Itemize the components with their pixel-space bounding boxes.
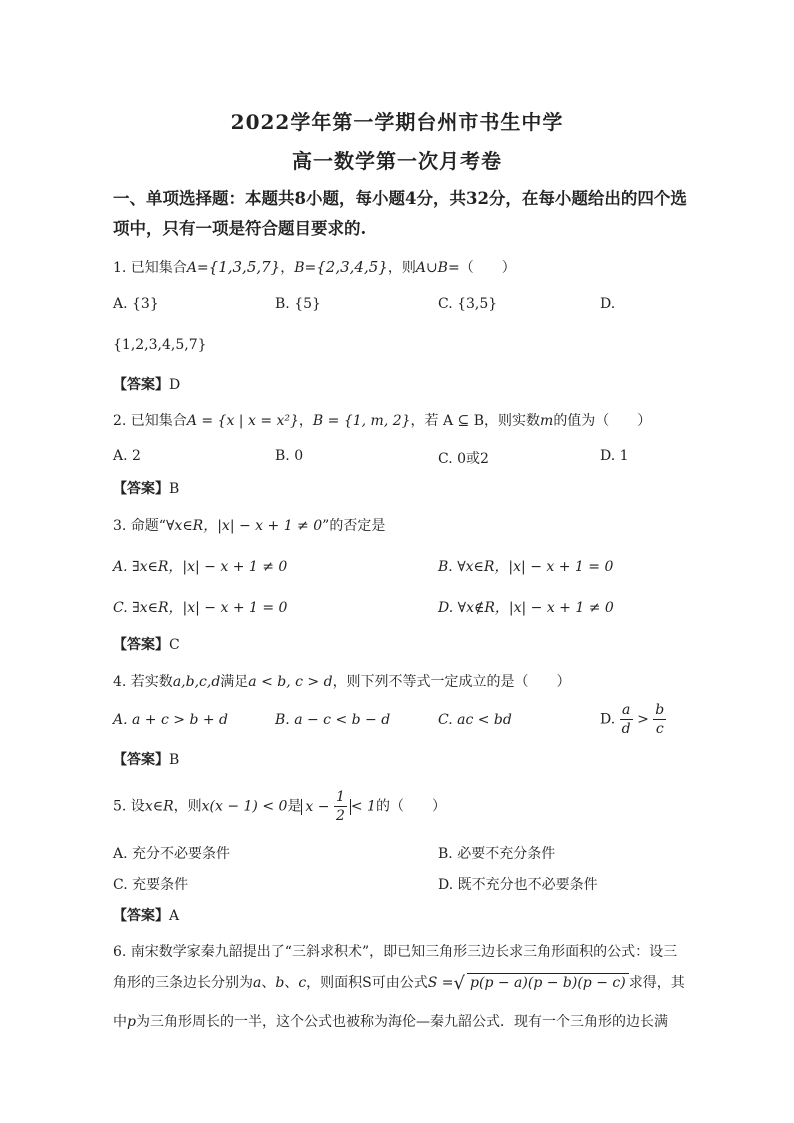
q4-mid: 满足 bbox=[220, 674, 249, 690]
q2-variable-m: m bbox=[540, 413, 554, 429]
q2-option-d: D. 1 bbox=[600, 448, 629, 464]
question-6-line1: 6. 南宋数学家秦九韶提出了“三斜求积术”，即已知三角形三边长求三角形面积的公式：设三 bbox=[113, 944, 678, 960]
q1-set-a-label: A= bbox=[186, 260, 209, 276]
q1-option-d: D. bbox=[600, 296, 616, 312]
question-4-stem bbox=[113, 671, 571, 691]
q6-dun-1: 、 bbox=[261, 975, 276, 991]
q5-answer-value: A bbox=[169, 908, 180, 924]
q5-option-a: A. 充分不必要条件 bbox=[113, 846, 231, 862]
q2-option-b: B. 0 bbox=[275, 448, 304, 464]
q1-prefix: 1. 已知集合 bbox=[113, 260, 187, 276]
q2-set-b: B = {1, m, 2} bbox=[312, 413, 411, 429]
square-root-icon: √ bbox=[453, 973, 466, 994]
q1-option-a: A. {3} bbox=[113, 296, 159, 312]
q2-set-a: A = {x | x = x²} bbox=[186, 413, 299, 429]
q5-absolute-value bbox=[301, 789, 350, 824]
q1-sep: ， bbox=[280, 260, 295, 276]
q4-option-d-label: D. bbox=[600, 711, 616, 728]
q2-prefix: 2. 已知集合 bbox=[113, 413, 187, 429]
q1-option-c: C. {3,5} bbox=[438, 296, 498, 312]
q1-option-d-continued: {1,2,3,4,5,7} bbox=[113, 337, 207, 353]
q6-side-b: b bbox=[275, 975, 285, 991]
section-heading-line1: 一、单项选择题：本题共8小题，每小题4分，共32分，在每小题给出的四个选 bbox=[113, 189, 687, 208]
question-5-stem bbox=[113, 790, 446, 823]
q5-prefix: 5. 设 bbox=[113, 798, 145, 815]
fraction-numerator: a bbox=[620, 703, 633, 720]
answer-label: 【答案】 bbox=[113, 377, 169, 393]
q4-tail: ，则下列不等式一定成立的是（ ） bbox=[332, 674, 571, 690]
q3-expression: ∀x∈R，|x| − x + 1 ≠ 0 bbox=[165, 518, 323, 534]
q5-option-d: D. 既不充分也不必要条件 bbox=[438, 877, 598, 893]
q3-option-d: D. ∀x∉R，|x| − x + 1 ≠ 0 bbox=[438, 600, 614, 616]
q6-line2-prefix: 角形的三条边长分别为 bbox=[113, 975, 253, 991]
fraction-denominator: d bbox=[621, 721, 631, 737]
question-3-stem bbox=[113, 515, 385, 535]
q5-domain: x∈R bbox=[144, 798, 174, 815]
question-6-line2 bbox=[113, 972, 685, 994]
q4-greater-than: > bbox=[637, 711, 649, 728]
q4-condition: a < b, c > d bbox=[248, 674, 333, 690]
q1-answer-value: D bbox=[169, 377, 181, 393]
q2-condition: ，若 A ⊆ B，则实数 bbox=[410, 413, 541, 429]
q6-s-equals: S = bbox=[427, 975, 454, 991]
q4-option-b: B. a − c < b − d bbox=[275, 712, 391, 728]
q1-option-b: B. {5} bbox=[275, 296, 321, 312]
q6-line3-suffix: 为三角形周长的一半，这个公式也被称为海伦—秦九韶公式．现有一个三角形的边长满 bbox=[135, 1014, 668, 1030]
answer-label: 【答案】 bbox=[113, 637, 169, 653]
q1-expression: A∪B bbox=[415, 260, 448, 276]
q2-sep: ， bbox=[298, 413, 313, 429]
q4-answer bbox=[113, 749, 179, 769]
question-1-stem bbox=[113, 257, 516, 277]
answer-label: 【答案】 bbox=[113, 908, 169, 924]
question-6-line3 bbox=[113, 1011, 668, 1031]
q4-option-a: A. a + c > b + d bbox=[113, 712, 229, 728]
q4-option-c: C. ac < bd bbox=[438, 712, 512, 728]
q1-eq: =（ ） bbox=[447, 260, 516, 276]
q3-prefix: 3. 命题“ bbox=[113, 518, 166, 534]
q5-expression-1: x(x − 1) < 0 bbox=[201, 798, 288, 815]
answer-label: 【答案】 bbox=[113, 481, 169, 497]
q5-is: 是 bbox=[287, 798, 302, 815]
q5-option-b: B. 必要不充分条件 bbox=[438, 846, 556, 862]
q1-set-b-label: B= bbox=[294, 260, 317, 276]
q5-abs-x: x − bbox=[305, 798, 330, 815]
q3-option-a: A. ∃x∈R，|x| − x + 1 ≠ 0 bbox=[113, 559, 288, 575]
q2-answer-value: B bbox=[169, 481, 180, 497]
answer-label: 【答案】 bbox=[113, 752, 169, 768]
q6-sqrt-body: p(p − a)(p − b)(p − c) bbox=[467, 973, 629, 991]
fraction-numerator: b bbox=[655, 702, 665, 718]
q2-option-c: C. 0或2 bbox=[438, 451, 489, 467]
fraction-denominator: 2 bbox=[335, 808, 345, 824]
q4-fraction-b-over-c bbox=[653, 703, 666, 736]
q5-answer bbox=[113, 905, 179, 925]
q4-variables: a,b,c,d bbox=[172, 674, 221, 690]
q6-variable-p: p bbox=[127, 1014, 136, 1030]
q6-side-c: c bbox=[298, 975, 307, 991]
fraction-denominator: c bbox=[655, 721, 664, 737]
question-2-stem bbox=[113, 410, 651, 430]
q6-line2-suffix: 求得，其 bbox=[628, 975, 685, 991]
q3-answer-value: C bbox=[169, 637, 180, 653]
fraction-numerator: 1 bbox=[335, 789, 345, 805]
q6-line2-mid: ，则面积S可由公式 bbox=[306, 975, 428, 991]
q1-then: ，则 bbox=[387, 260, 416, 276]
exam-subtitle: 高一数学第一次月考卷 bbox=[292, 149, 502, 173]
q4-option-d bbox=[600, 703, 666, 736]
q6-line3-prefix: 中 bbox=[113, 1014, 127, 1030]
q5-less-than-one: < 1 bbox=[350, 798, 376, 815]
q2-answer bbox=[113, 478, 179, 498]
q6-dun-2: 、 bbox=[284, 975, 299, 991]
q4-fraction-a-over-d bbox=[620, 703, 633, 736]
q3-option-b: B. ∀x∈R，|x| − x + 1 = 0 bbox=[438, 559, 614, 575]
q4-prefix: 4. 若实数 bbox=[113, 674, 173, 690]
q4-answer-value: B bbox=[169, 752, 180, 768]
exam-title: 2022学年第一学期台州市书生中学 bbox=[230, 110, 564, 134]
q2-tail: 的值为（ ） bbox=[553, 413, 652, 429]
q3-suffix: ”的否定是 bbox=[322, 518, 386, 534]
q5-fraction-half bbox=[334, 790, 347, 823]
q5-option-c: C. 充要条件 bbox=[113, 877, 189, 893]
section-heading-line2: 项中，只有一项是符合题目要求的. bbox=[113, 219, 367, 238]
q3-answer bbox=[113, 634, 180, 654]
q1-set-a-value: {1,3,5,7} bbox=[208, 258, 281, 276]
q5-tail: 的（ ） bbox=[375, 798, 446, 815]
q6-side-a: a bbox=[253, 975, 262, 991]
q2-option-a: A. 2 bbox=[113, 448, 141, 464]
q1-set-b-value: {2,3,4,5} bbox=[316, 258, 388, 276]
q3-option-c: C. ∃x∈R，|x| − x + 1 = 0 bbox=[113, 600, 288, 616]
q1-answer bbox=[113, 374, 180, 394]
q5-then: ，则 bbox=[173, 798, 202, 815]
